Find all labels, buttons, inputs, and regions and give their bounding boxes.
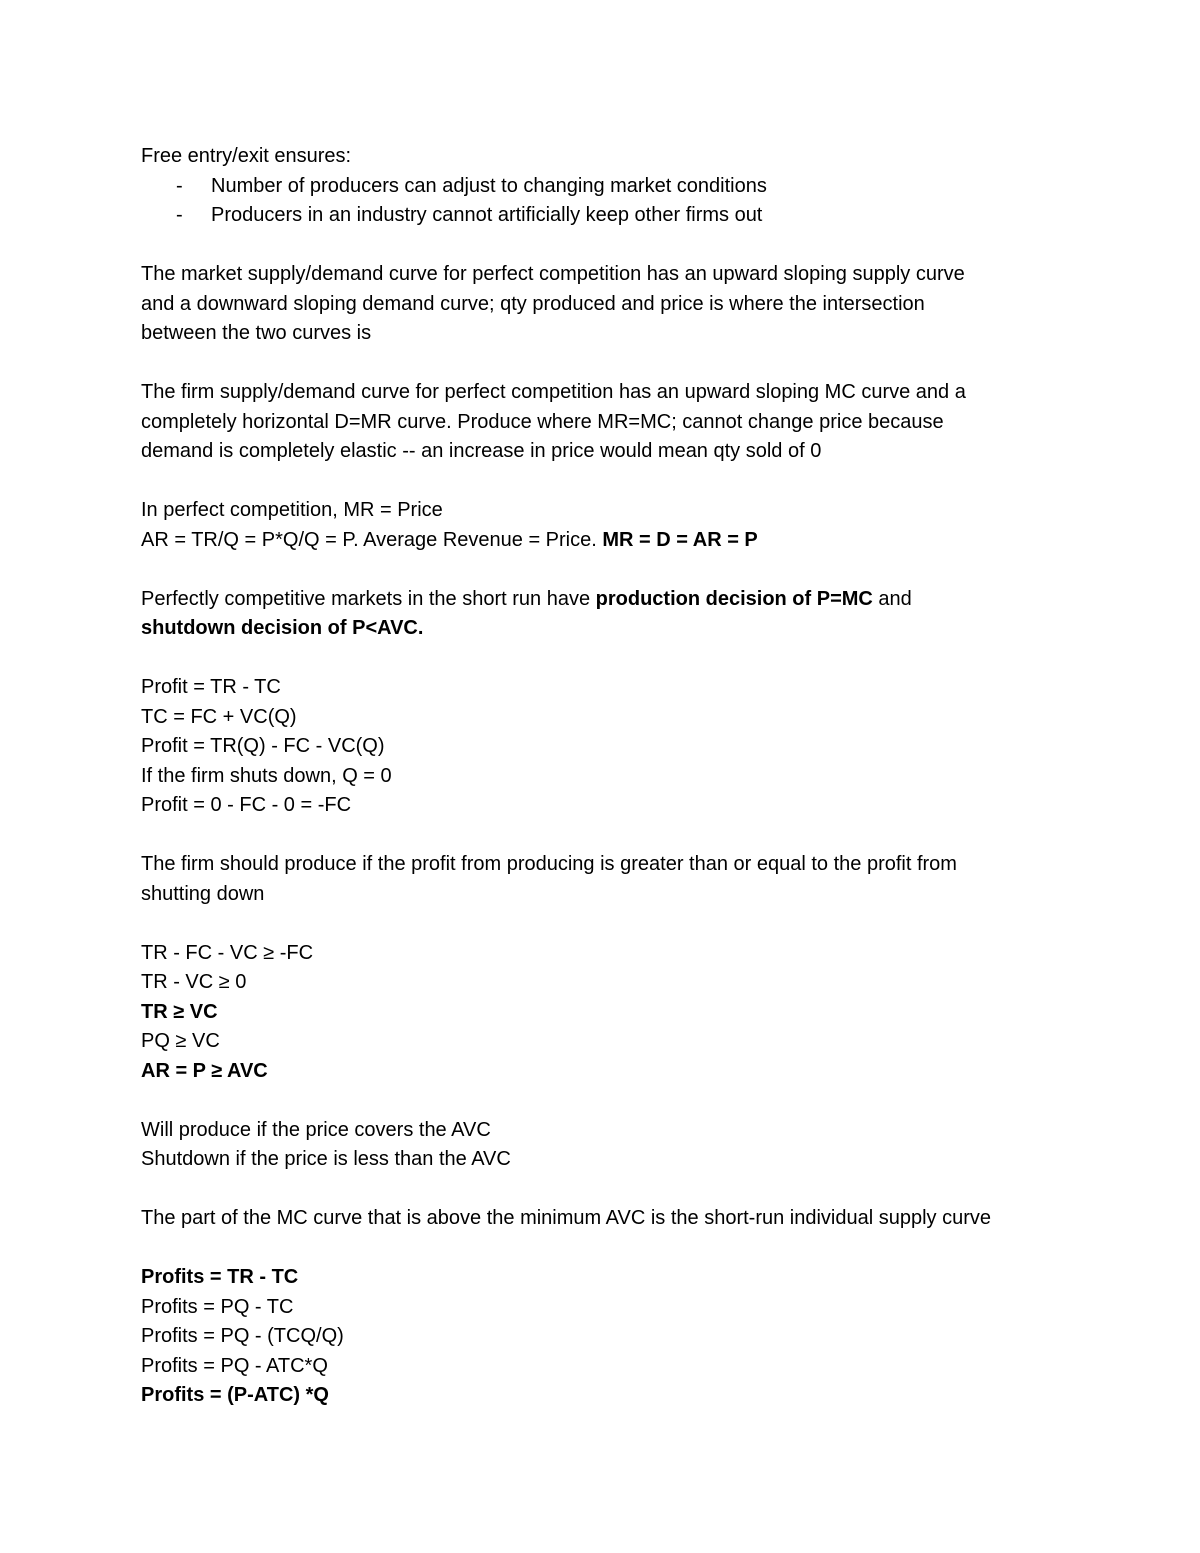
profits-equation: Profits = (P-ATC) *Q — [141, 1384, 329, 1406]
derivation-step: TR ≥ VC — [141, 1000, 218, 1023]
short-run-text: Perfectly competitive markets in the short run have — [141, 587, 596, 610]
bullet-item — [141, 201, 1101, 231]
derivation-step: TR - VC ≥ 0 — [141, 971, 247, 993]
perfect-comp-line: In perfect competition, MR = Price — [141, 499, 443, 521]
profit-equation: Profit = TR - TC — [141, 676, 281, 698]
firm-curve-line: demand is completely elastic -- an increase in price would mean qty sold of 0 — [141, 440, 822, 462]
profit-equation: If the firm shuts down, Q = 0 — [141, 764, 392, 787]
profit-equation: Profit = 0 - FC - 0 = -FC — [141, 794, 352, 816]
derivation-step: TR - FC - VC ≥ -FC — [141, 941, 314, 964]
production-decision: production decision of P=MC — [595, 587, 873, 610]
profit-equation: Profit = TR(Q) - FC - VC(Q) — [141, 735, 385, 757]
firm-curve-line: completely horizontal D=MR curve. Produce where MR=MC; cannot change price because — [141, 410, 944, 433]
decision-line: Will produce if the price covers the AVC — [141, 1118, 491, 1141]
free-entry-heading: Free entry/exit ensures: — [141, 145, 352, 167]
market-curve-line: and a downward sloping demand curve; qty produced and price is where the intersection — [141, 292, 925, 315]
average-revenue-line — [141, 526, 1101, 556]
shutdown-decision-line — [141, 614, 1101, 644]
short-run-and: and — [872, 587, 912, 610]
shutdown-decision: shutdown decision of P<AVC. — [141, 617, 424, 639]
bullet-text: Producers in an industry cannot artificially keep other firms out — [211, 204, 763, 226]
produce-rule-line: The firm should produce if the profit from producing is greater than or equal to the profit from — [141, 853, 957, 875]
profits-equation: Profits = PQ - ATC*Q — [141, 1354, 328, 1377]
supply-curve-line: The part of the MC curve that is above the minimum AVC is the short-run individual supply curve — [141, 1207, 992, 1229]
profits-equation: Profits = PQ - (TCQ/Q) — [141, 1325, 344, 1347]
average-revenue-bold: MR = D = AR = P — [602, 528, 758, 551]
short-run-line — [141, 585, 1101, 615]
bullet-item — [141, 172, 1101, 202]
derivation-step: AR = P ≥ AVC — [141, 1059, 268, 1082]
profits-equation: Profits = PQ - TC — [141, 1295, 294, 1318]
derivation-step: PQ ≥ VC — [141, 1030, 220, 1052]
document-page — [141, 142, 1101, 1411]
average-revenue-text: AR = TR/Q = P*Q/Q = P. Average Revenue = Price. — [141, 528, 603, 551]
bullet-dash: - — [176, 204, 183, 226]
decision-line: Shutdown if the price is less than the AVC — [141, 1148, 511, 1170]
market-curve-line: The market supply/demand curve for perfect competition has an upward sloping supply curve — [141, 263, 965, 285]
profits-equation: Profits = TR - TC — [141, 1266, 299, 1288]
profit-equation: TC = FC + VC(Q) — [141, 705, 297, 728]
market-curve-line: between the two curves is — [141, 322, 372, 344]
bullet-text: Number of producers can adjust to changing market conditions — [211, 174, 767, 197]
produce-rule-line: shutting down — [141, 882, 265, 905]
firm-curve-line: The firm supply/demand curve for perfect competition has an upward sloping MC curve and a — [141, 381, 966, 403]
bullet-dash: - — [176, 174, 183, 197]
